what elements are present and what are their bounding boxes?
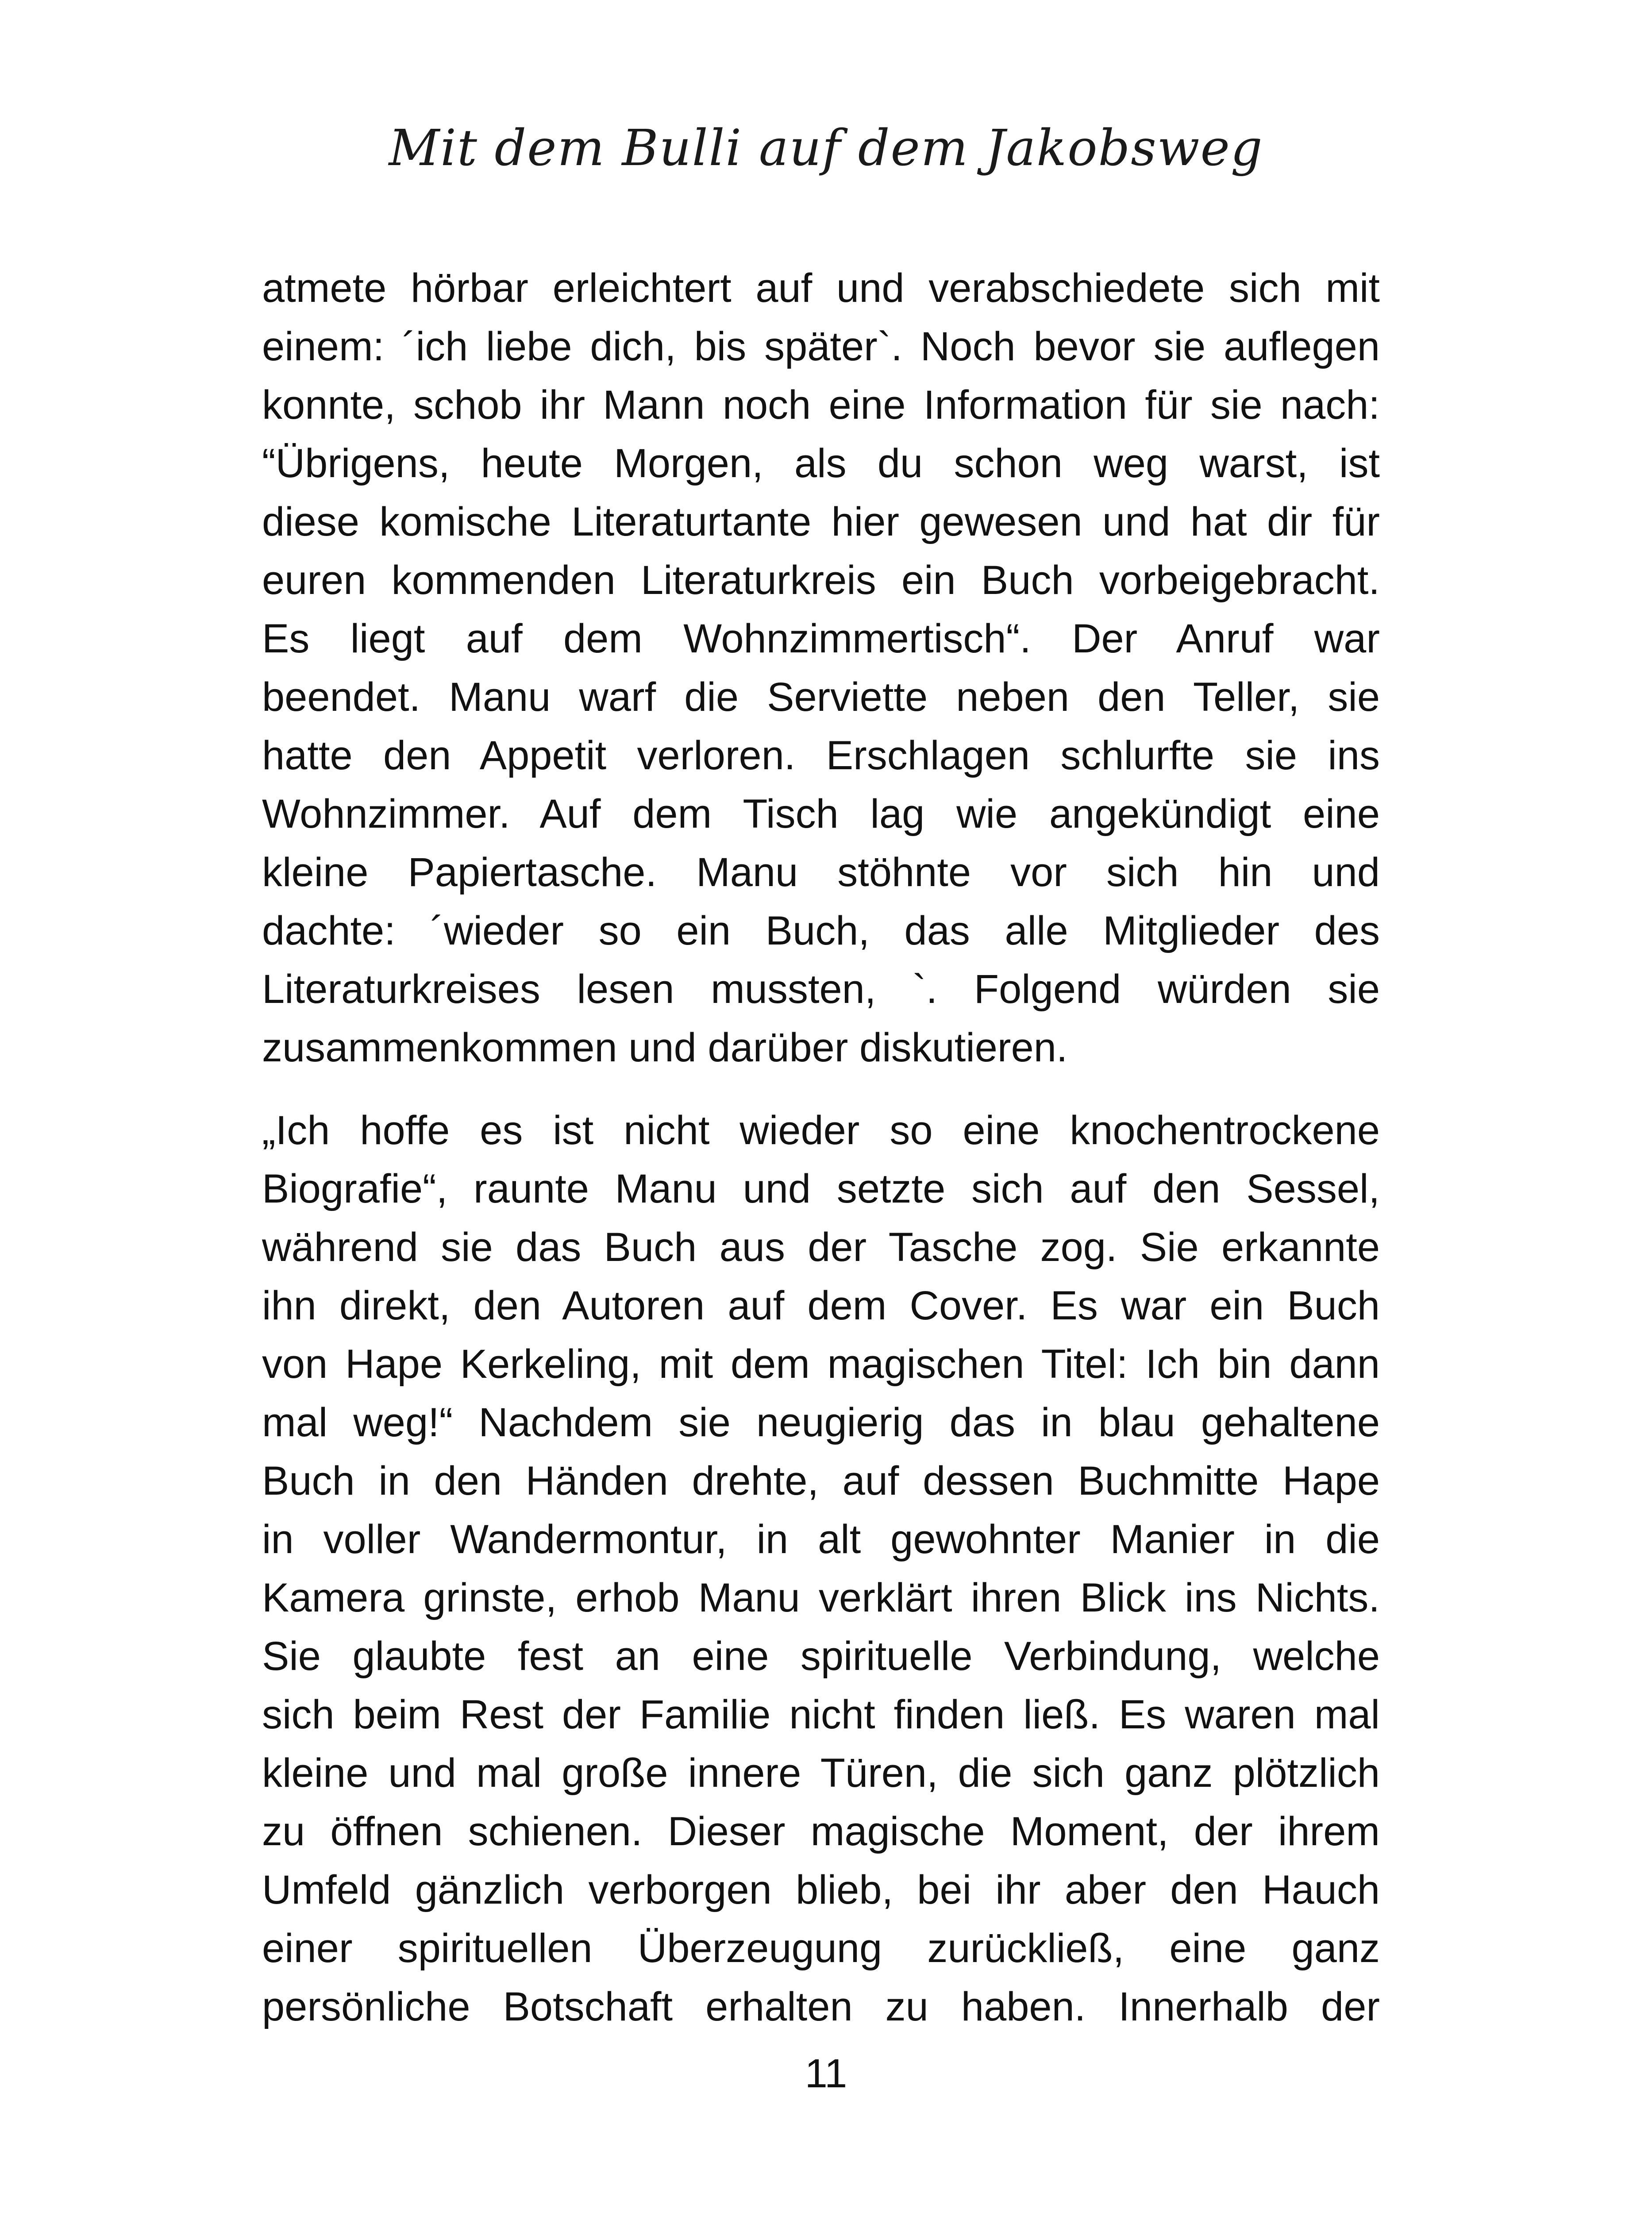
text-line: hatte den Appetit verloren. Erschlagen schlurfte sie ins (262, 733, 1380, 778)
text-line: kleine und mal große innere Türen, die sich ganz plötzlich (262, 1750, 1380, 1796)
text-line: euren kommenden Literaturkreis ein Buch vorbeigebracht. (262, 558, 1380, 603)
text-line: zu öffnen schienen. Dieser magische Moment, der ihrem (262, 1809, 1380, 1854)
text-line: persönliche Botschaft erhalten zu haben. Innerhalb der (262, 1984, 1380, 2029)
text-line: ihn direkt, den Autoren auf dem Cover. Es war ein Buch (262, 1283, 1380, 1328)
body-text (262, 259, 1380, 2036)
text-line: einer spirituellen Überzeugung zurückließ, eine ganz (262, 1926, 1380, 1971)
page-number: 11 (805, 2051, 847, 2096)
text-line: Buch in den Händen drehte, auf dessen Buchmitte Hape (262, 1458, 1380, 1504)
text-line: zusammenkommen und darüber diskutieren. (262, 1025, 1068, 1070)
text-line: sich beim Rest der Familie nicht finden ließ. Es waren mal (262, 1692, 1380, 1737)
text-line: diese komische Literaturtante hier gewesen und hat dir für (262, 499, 1380, 544)
paragraph-1 (262, 259, 1380, 1077)
text-line: „Ich hoffe es ist nicht wieder so eine knochentrockene (262, 1108, 1380, 1153)
text-line: dachte: ´wieder so ein Buch, das alle Mitglieder des (262, 908, 1380, 953)
text-line: einem: ´ich liebe dich, bis später`. Noch bevor sie auflegen (262, 324, 1380, 369)
text-line: Es liegt auf dem Wohnzimmertisch“. Der Anruf war (262, 616, 1380, 661)
text-line: Sie glaubte fest an eine spirituelle Verbindung, welche (262, 1634, 1380, 1679)
text-line: Literaturkreises lesen mussten, `. Folgend würden sie (262, 967, 1380, 1012)
text-line: Wohnzimmer. Auf dem Tisch lag wie angekündigt eine (262, 791, 1380, 837)
text-line: Umfeld gänzlich verborgen blieb, bei ihr aber den Hauch (262, 1867, 1380, 1912)
text-line: während sie das Buch aus der Tasche zog. Sie erkannte (262, 1225, 1380, 1270)
text-line: Kamera grinste, erhob Manu verklärt ihren Blick ins Nichts. (262, 1575, 1380, 1620)
text-line: “Übrigens, heute Morgen, als du schon weg warst, ist (262, 441, 1380, 486)
text-line: konnte, schob ihr Mann noch eine Information für sie nach: (262, 382, 1380, 428)
text-line: von Hape Kerkeling, mit dem magischen Titel: Ich bin dann (262, 1342, 1380, 1387)
text-line: mal weg!“ Nachdem sie neugierig das in blau gehaltene (262, 1400, 1380, 1445)
text-line: kleine Papiertasche. Manu stöhnte vor sich hin und (262, 850, 1380, 895)
text-line: atmete hörbar erleichtert auf und verabschiedete sich mit (262, 266, 1380, 311)
running-header-title: Mit dem Bulli auf dem Jakobsweg (389, 120, 1263, 177)
text-line: beendet. Manu warf die Serviette neben den Teller, sie (262, 675, 1380, 720)
paragraph-2 (262, 1101, 1380, 2036)
text-line: in voller Wandermontur, in alt gewohnter Manier in die (262, 1517, 1380, 1562)
text-line: Biografie“, raunte Manu und setzte sich auf den Sessel, (262, 1166, 1380, 1211)
